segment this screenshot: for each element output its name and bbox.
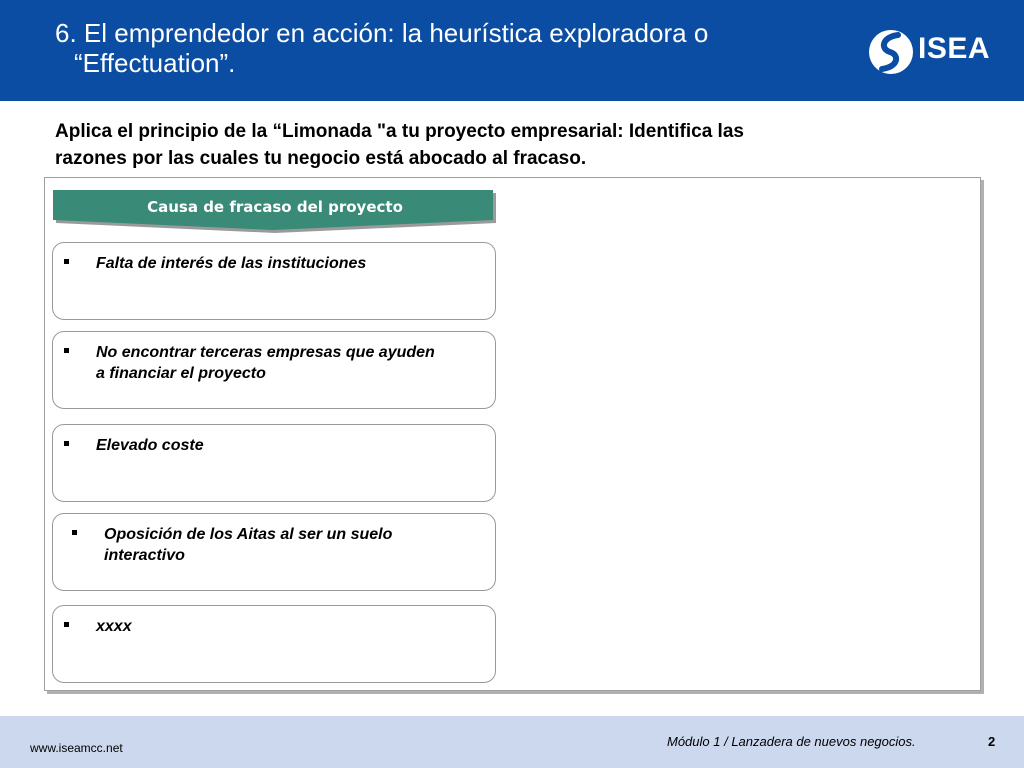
cause-text xyxy=(104,524,484,566)
logo-text: ISEA xyxy=(918,32,991,65)
isea-logo-icon xyxy=(868,29,914,75)
panel-header-label: Causa de fracaso del proyecto xyxy=(147,198,403,216)
footer-module: Módulo 1 / Lanzadera de nuevos negocios. xyxy=(667,734,916,749)
title-line-2: “Effectuation”. xyxy=(74,48,236,78)
cause-line: interactivo xyxy=(104,547,185,564)
cause-text xyxy=(96,616,476,637)
isea-logo xyxy=(868,29,991,75)
cause-line: Oposición de los Aitas al ser un suelo xyxy=(104,526,393,543)
instruction-line-1: Aplica el principio de la “Limonada "a tu proyecto empresarial: Identifica las xyxy=(55,121,744,142)
cause-line: xxxx xyxy=(96,618,132,635)
page-number: 2 xyxy=(988,734,996,749)
cause-line: No encontrar terceras empresas que ayuden xyxy=(96,344,435,361)
bullet-icon xyxy=(64,441,69,446)
panel-header-tab xyxy=(53,190,497,234)
cause-text xyxy=(96,253,476,274)
bullet-icon xyxy=(72,530,77,535)
slide-header xyxy=(0,0,1024,101)
cause-text xyxy=(96,342,476,384)
cause-line: Elevado coste xyxy=(96,437,204,454)
cause-line: a financiar el proyecto xyxy=(96,365,266,382)
slide-title xyxy=(55,18,855,78)
footer-url: www.iseamcc.net xyxy=(30,741,123,755)
instruction-text xyxy=(55,118,955,172)
cause-text xyxy=(96,435,476,456)
bullet-icon xyxy=(64,622,69,627)
cause-card xyxy=(52,331,496,409)
slide-footer xyxy=(0,716,1024,768)
cause-card xyxy=(52,242,496,320)
cause-card xyxy=(52,605,496,683)
bullet-icon xyxy=(64,348,69,353)
bullet-icon xyxy=(64,259,69,264)
cause-card xyxy=(52,513,496,591)
cause-card xyxy=(52,424,496,502)
cause-line: Falta de interés de las instituciones xyxy=(96,255,367,272)
title-line-1: 6. El emprendedor en acción: la heurística exploradora o xyxy=(55,18,709,48)
instruction-line-2: razones por las cuales tu negocio está abocado al fracaso. xyxy=(55,148,587,169)
